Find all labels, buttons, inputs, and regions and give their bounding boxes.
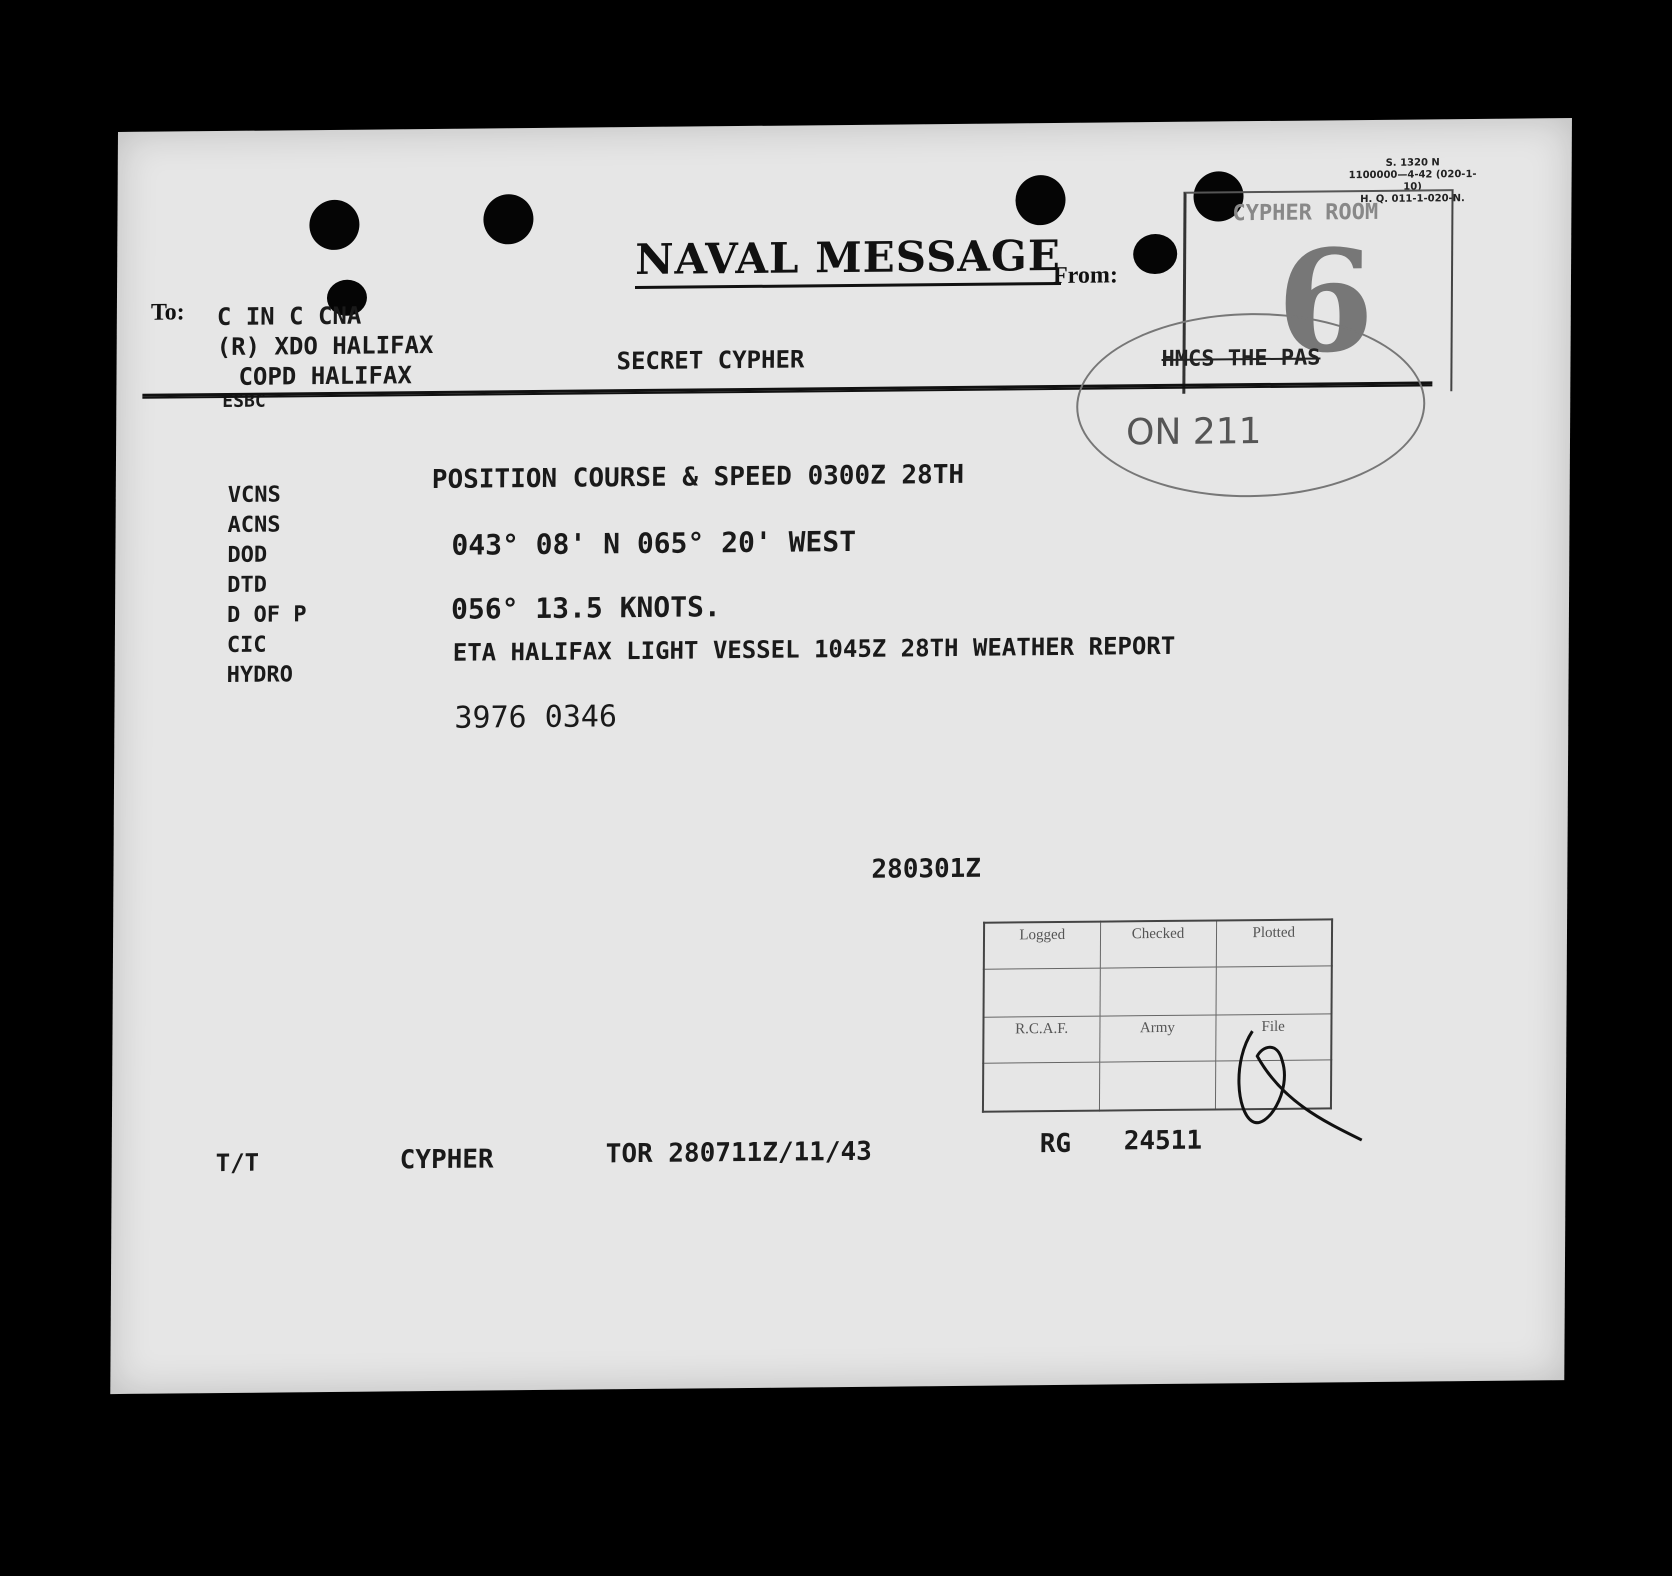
stamp-number: 6 [1276, 219, 1375, 385]
punch-hole [309, 200, 359, 250]
distribution-item: CIC [226, 632, 267, 658]
distribution-item: VCNS [227, 482, 281, 508]
punch-hole [1133, 234, 1177, 274]
rg-number: 24511 [1123, 1125, 1203, 1157]
distribution-item: DOD [227, 542, 268, 568]
routing-cell: Logged [984, 922, 1100, 970]
body-line: POSITION COURSE & SPEED 0300Z 28TH [431, 459, 965, 495]
distribution-item: D OF P [226, 602, 307, 628]
message-form [110, 118, 1572, 1394]
footer-type: CYPHER [399, 1144, 494, 1176]
routing-cell: Plotted [1216, 919, 1332, 967]
routing-cell: File [1215, 1014, 1331, 1061]
routing-cell: Checked [1100, 920, 1216, 968]
stamp-room-text: CYPHER ROOM [1232, 199, 1379, 227]
addressee-line: C IN C CNA [216, 301, 362, 332]
body-line: 056° 13.5 KNOTS. [450, 590, 721, 626]
addressee-line: ESBC [222, 390, 266, 413]
handwritten-initials [1222, 1020, 1373, 1151]
distribution-item: ACNS [227, 512, 281, 538]
page-title: NAVAL MESSAGE [635, 231, 1061, 289]
classification: SECRET CYPHER [616, 345, 805, 376]
body-line: 3976 0346 [454, 699, 618, 736]
to-label: To: [150, 299, 185, 326]
body-line: ETA HALIFAX LIGHT VESSEL 1045Z 28TH WEATHER REPORT [452, 631, 1176, 667]
distribution-item: DTD [227, 572, 268, 598]
from-label: From: [1052, 262, 1119, 290]
rg-label: RG [1039, 1128, 1072, 1160]
addressee-line: COPD HALIFAX [238, 361, 412, 391]
time-of-receipt: TOR 280711Z/11/43 [605, 1136, 872, 1170]
punch-hole [483, 194, 533, 244]
footer-method: T/T [215, 1148, 260, 1178]
routing-cell: R.C.A.F. [983, 1016, 1099, 1063]
routing-cell: Army [1099, 1015, 1215, 1062]
handwritten-oval [1076, 311, 1426, 498]
handwritten-note: ON 211 [1125, 411, 1262, 454]
form-code: S. 1320 N 1100000—4-42 (020-1-10) H. Q. 011-1-020-N. [1348, 157, 1477, 206]
stamp-ship-name: HMCS THE PAS [1161, 345, 1321, 372]
distribution-item: HYDRO [226, 662, 293, 688]
date-time-group: 280301Z [871, 853, 982, 885]
punch-hole [1015, 175, 1065, 225]
body-line: 043° 08' N 065° 20' WEST [451, 524, 857, 562]
addressee-line: (R) XDO HALIFAX [216, 330, 434, 362]
